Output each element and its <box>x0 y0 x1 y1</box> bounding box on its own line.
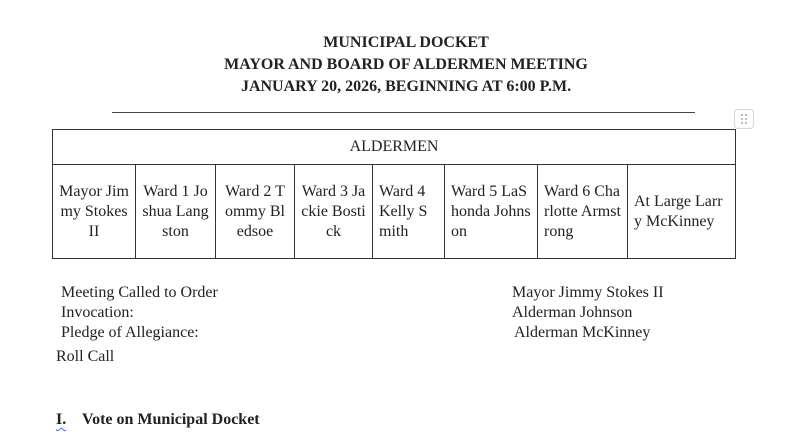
member-ward-1: Ward 1 Joshua Langston <box>136 165 216 259</box>
member-ward-6: Ward 6 Charlotte Armstrong <box>538 165 628 259</box>
header-divider <box>112 112 695 113</box>
member-ward-3: Ward 3 Jackie Bostick <box>295 165 373 259</box>
header-title: MUNICIPAL DOCKET <box>323 34 489 51</box>
header-subtitle: MAYOR AND BOARD OF ALDERMEN MEETING <box>224 56 588 73</box>
member-ward-4: Ward 4 Kelly Smith <box>373 165 445 259</box>
docket-header <box>0 32 800 98</box>
aldermen-table <box>52 129 736 259</box>
member-mayor: Mayor Jimmy Stokes II <box>53 165 136 259</box>
meeting-leader: Mayor Jimmy Stokes II <box>512 284 664 301</box>
drag-dots-icon <box>739 113 749 125</box>
table-title: ALDERMEN <box>53 130 736 165</box>
meeting-item: Invocation: <box>61 304 134 321</box>
meeting-item: Pledge of Allegiance: <box>61 324 199 341</box>
meeting-leader: Alderman Johnson <box>512 304 633 321</box>
meeting-items <box>61 283 218 343</box>
roll-call: Roll Call <box>56 348 115 365</box>
table-drag-handle[interactable] <box>734 109 754 129</box>
meeting-leaders <box>512 283 664 343</box>
member-ward-2: Ward 2 Tommy Bledsoe <box>216 165 295 259</box>
section-title: Vote on Municipal Docket <box>82 411 260 428</box>
section-number: I. <box>56 411 67 428</box>
member-at-large: At Large Larry McKinney <box>628 165 736 259</box>
section-heading <box>56 410 260 430</box>
meeting-leader: Alderman McKinney <box>514 324 651 341</box>
header-date: JANUARY 20, 2026, BEGINNING AT 6:00 P.M. <box>240 78 572 95</box>
meeting-item: Meeting Called to Order <box>61 284 218 301</box>
member-ward-5: Ward 5 LaShonda Johnson <box>445 165 538 259</box>
